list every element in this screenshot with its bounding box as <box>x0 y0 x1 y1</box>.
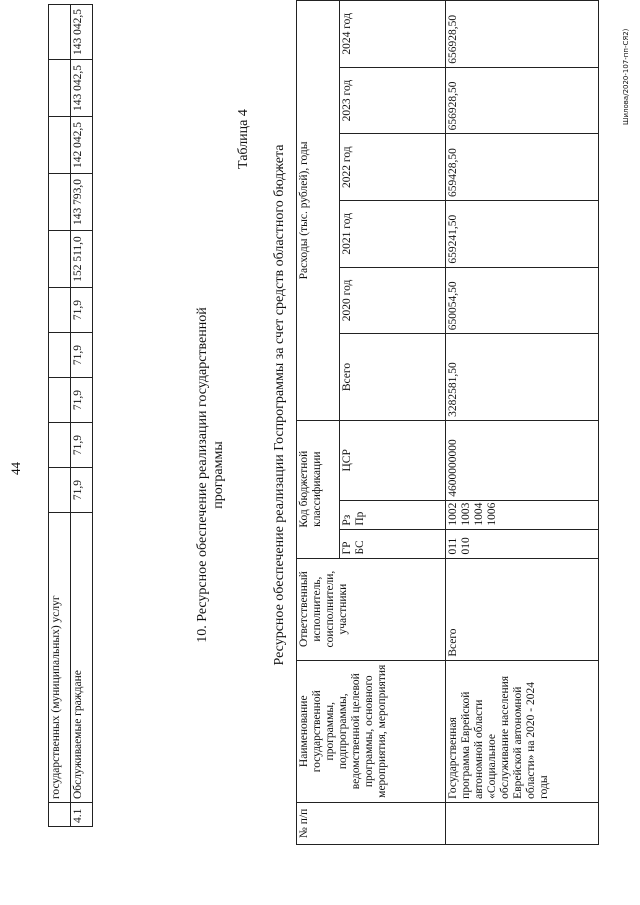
header-year: 2022 год <box>340 134 446 201</box>
cell-value: 71,9 <box>71 378 93 423</box>
cell-name: Государственная программа Еврейской автономной области «Социальное обслуживание населения Еврейской автономной области» на 2020 - 2024 годы <box>446 660 599 802</box>
cell-name: Обслуживаемые граждане <box>71 513 93 803</box>
cell-year-value: 656928,50 <box>446 1 599 68</box>
footer-note: Шилова/2020-107-пп-СЯ2) <box>622 28 630 125</box>
cell-value: 143 793,0 <box>71 174 93 231</box>
header-year: 2024 год <box>340 1 446 68</box>
header-year: 2020 год <box>340 267 446 334</box>
header-year: 2023 год <box>340 67 446 134</box>
page-number: 44 <box>8 462 23 475</box>
header-num: № п/п <box>297 802 446 844</box>
header-csr: ЦСР <box>340 420 446 500</box>
table-label: Таблица 4 <box>236 109 251 169</box>
cell-year-value: 659241,50 <box>446 200 599 267</box>
cell-num <box>446 802 599 844</box>
header-grbs: ГР БС <box>340 529 446 558</box>
header-total: Всего <box>340 334 446 421</box>
header-executor: Ответственный исполнитель, соисполнители, участники <box>297 558 446 660</box>
table-row <box>49 5 71 827</box>
main-table <box>296 0 599 845</box>
cell-num: 4.1 <box>71 803 93 827</box>
cell-value: 71,9 <box>71 333 93 378</box>
cell-rz-pr: 1002 1003 1004 1006 <box>446 500 599 529</box>
cell-value: 71,9 <box>71 288 93 333</box>
header-code-group: Код бюджетной классификации <box>297 420 340 558</box>
table-title: Ресурсное обеспечение реализации Госпрограммы за счет средств областного бюджета <box>272 144 287 666</box>
cell-year-value: 650054,50 <box>446 267 599 334</box>
header-row <box>297 1 340 845</box>
cell-value: 143 042,5 <box>71 60 93 117</box>
cell-total: 3282581,50 <box>446 334 599 421</box>
header-name: Наименование государственной программы, подпрограммы, ведомственной целевой программы, основного мероприятия, мероприятия <box>297 660 446 802</box>
cell-value: 71,9 <box>71 423 93 468</box>
header-expenses-group: Расходы (тыс. рублей), годы <box>297 1 340 421</box>
cell-value: 142 042,5 <box>71 117 93 174</box>
cell-value: 71,9 <box>71 468 93 513</box>
cell-executor: Всего <box>446 558 599 660</box>
table-row <box>71 5 93 827</box>
table-row <box>446 1 599 845</box>
cell-value: 152 511,0 <box>71 231 93 288</box>
cell-year-value: 659428,50 <box>446 134 599 201</box>
cell-value: 143 042,5 <box>71 5 93 60</box>
cell-csr: 4600000000 <box>446 420 599 500</box>
cell-name: государственных (муниципальных) услуг <box>49 513 71 803</box>
section-title: 10. Ресурсное обеспечение реализации государственной программы <box>195 307 226 643</box>
cell-grbs: 011 010 <box>446 529 599 558</box>
cell-year-value: 656928,50 <box>446 67 599 134</box>
cell <box>49 803 71 827</box>
top-table <box>48 4 93 827</box>
header-year: 2021 год <box>340 200 446 267</box>
header-rz-pr: Рз Пр <box>340 500 446 529</box>
